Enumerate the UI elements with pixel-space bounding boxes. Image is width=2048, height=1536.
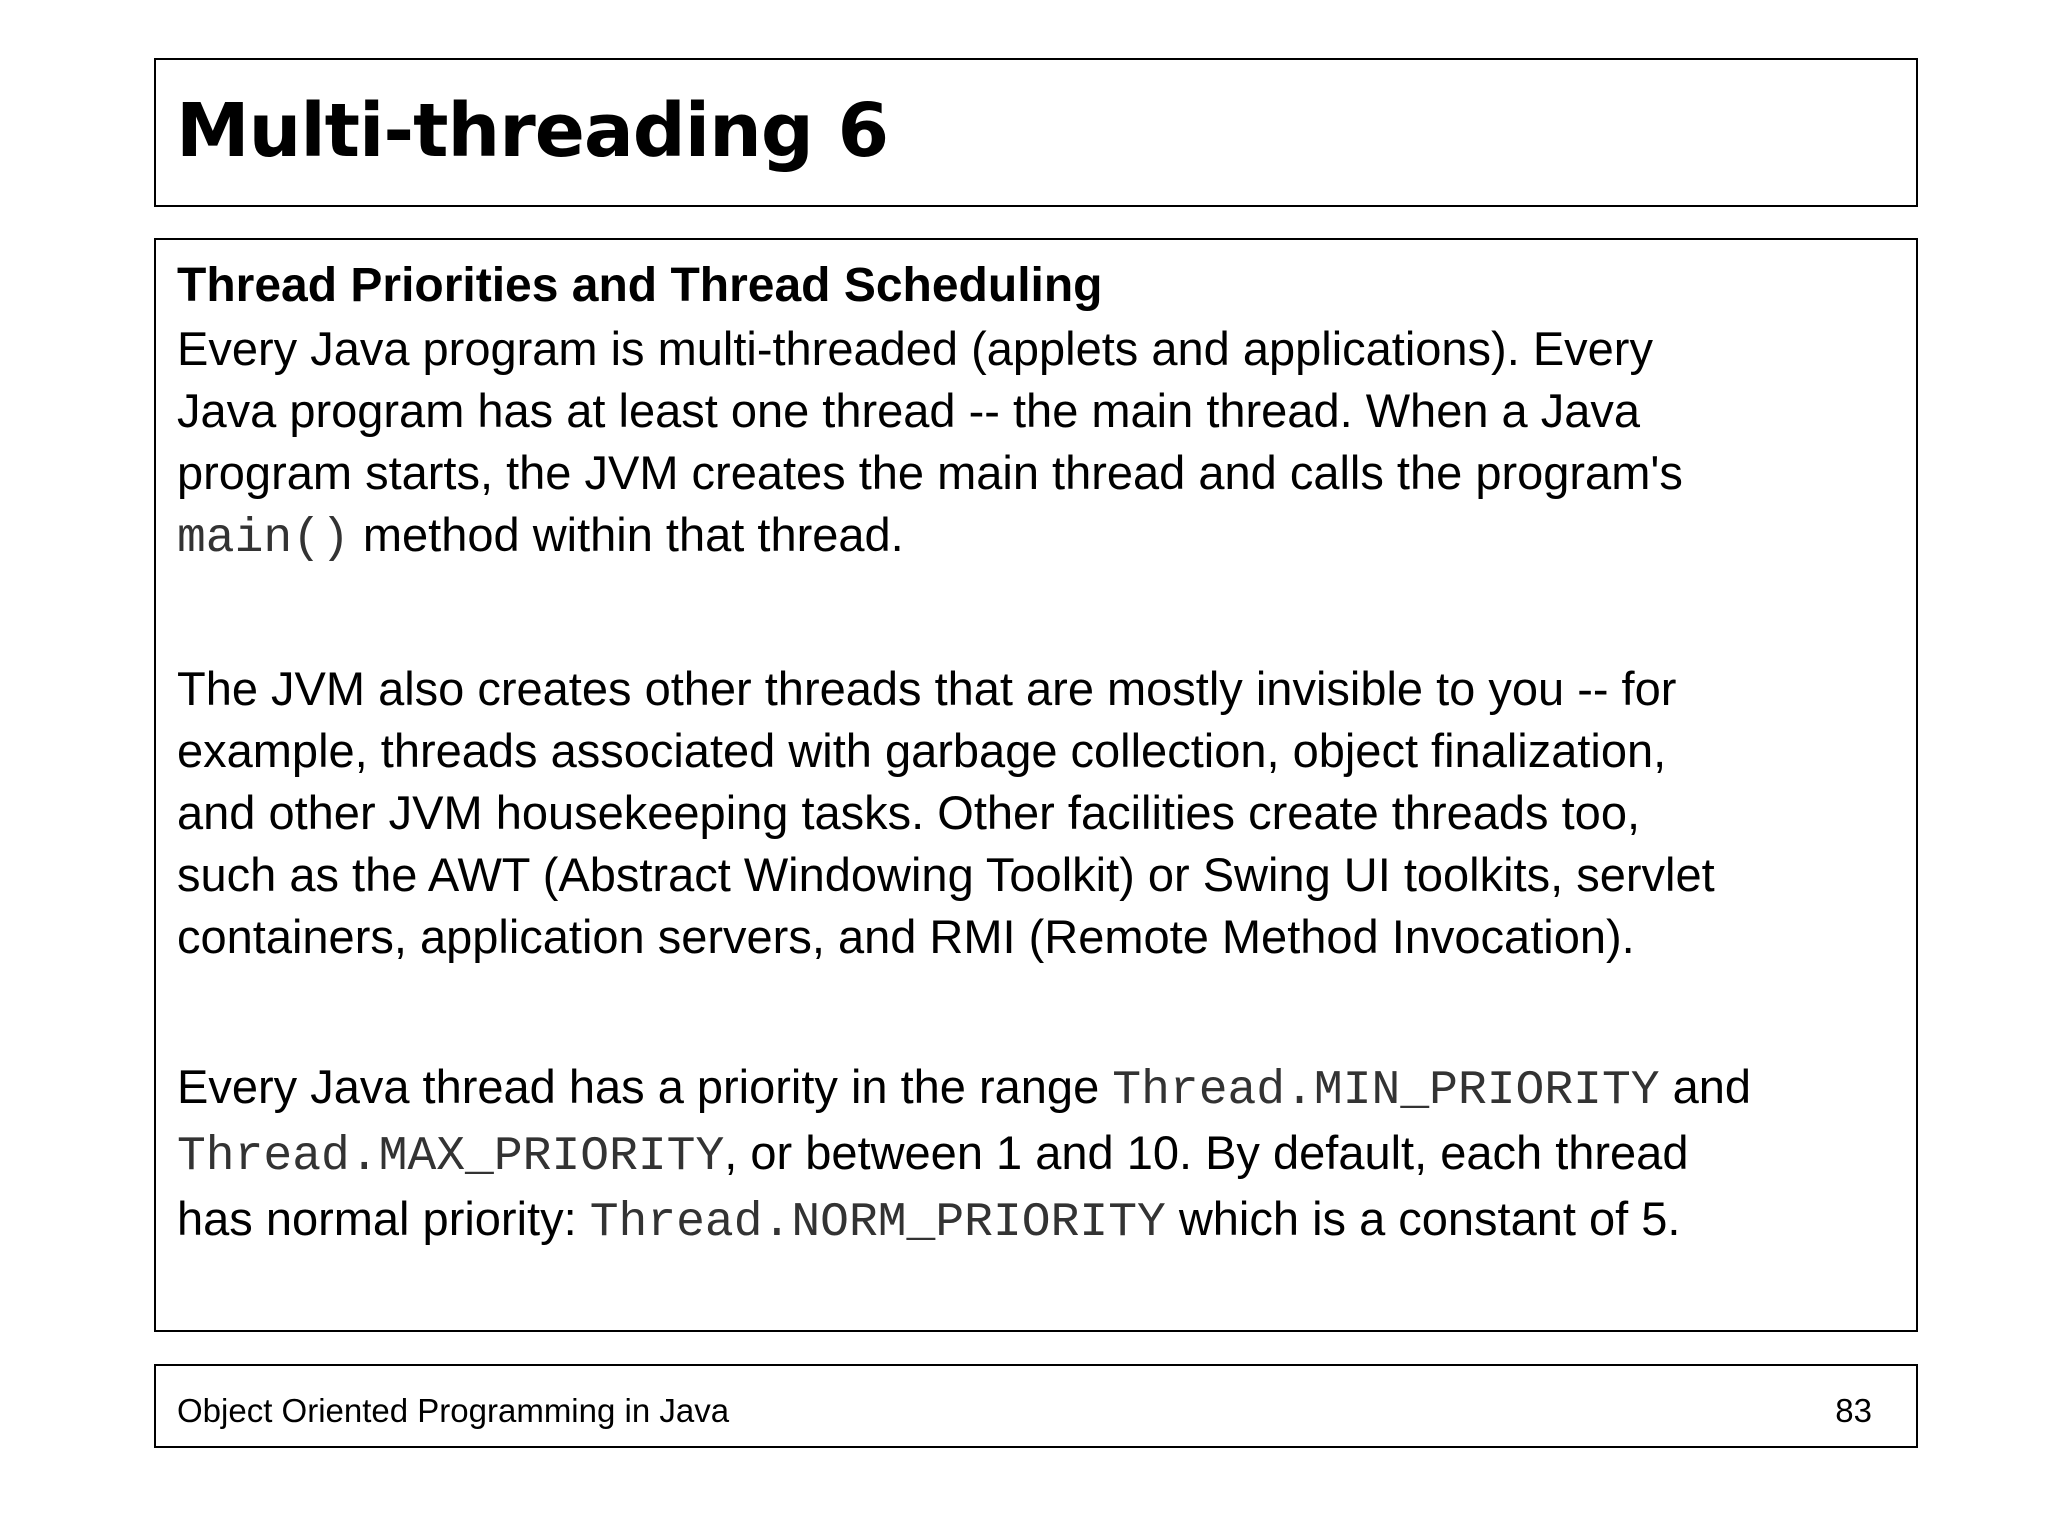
paragraph-line: and other JVM housekeeping tasks. Other facilities create threads too, <box>177 786 1641 839</box>
paragraph-line <box>177 504 1917 570</box>
slide-title: Multi-threading 6 <box>176 88 889 174</box>
paragraph-line <box>177 1056 1917 1122</box>
paragraph-line: Every Java program is multi-threaded (applets and applications). Every <box>177 322 1653 375</box>
paragraph-line <box>177 1122 1917 1188</box>
code-main-method: main() <box>177 512 350 566</box>
paragraph-text: Every Java thread has a priority in the range <box>177 1060 1113 1113</box>
title-panel <box>154 58 1918 207</box>
code-norm-priority: Thread.NORM_PRIORITY <box>589 1196 1166 1250</box>
paragraph-line: containers, application servers, and RMI (Remote Method Invocation). <box>177 910 1635 963</box>
paragraph-spacer <box>177 968 1917 1056</box>
paragraph-text: , or between 1 and 10. By default, each thread <box>724 1126 1689 1179</box>
paragraph-line: program starts, the JVM creates the main thread and calls the program's <box>177 446 1683 499</box>
paragraph-priorities <box>177 1056 1917 1254</box>
paragraph-text: which is a constant of 5. <box>1165 1192 1681 1245</box>
paragraph-line: The JVM also creates other threads that are mostly invisible to you -- for <box>177 662 1677 715</box>
content-body <box>177 254 1917 1254</box>
paragraph-text: has normal priority: <box>177 1192 590 1245</box>
section-heading: Thread Priorities and Thread Scheduling <box>177 259 1103 312</box>
page-number: 83 <box>1835 1392 1872 1429</box>
paragraph-line: Java program has at least one thread -- the main thread. When a Java <box>177 384 1641 437</box>
code-max-priority: Thread.MAX_PRIORITY <box>177 1130 725 1184</box>
paragraph-line: such as the AWT (Abstract Windowing Toolkit) or Swing UI toolkits, servlet <box>177 848 1715 901</box>
paragraph-line: example, threads associated with garbage collection, object finalization, <box>177 724 1667 777</box>
paragraph-text: and <box>1659 1060 1752 1113</box>
footer-panel <box>154 1364 1918 1448</box>
content-panel <box>154 238 1918 1332</box>
footer-course-title: Object Oriented Programming in Java <box>177 1392 730 1429</box>
paragraph-line <box>177 1188 1917 1254</box>
code-min-priority: Thread.MIN_PRIORITY <box>1112 1064 1660 1118</box>
paragraph-text: method within that thread. <box>349 508 904 561</box>
paragraph-main-thread <box>177 318 1917 570</box>
paragraph-jvm-threads <box>177 658 1917 968</box>
paragraph-spacer <box>177 570 1917 658</box>
